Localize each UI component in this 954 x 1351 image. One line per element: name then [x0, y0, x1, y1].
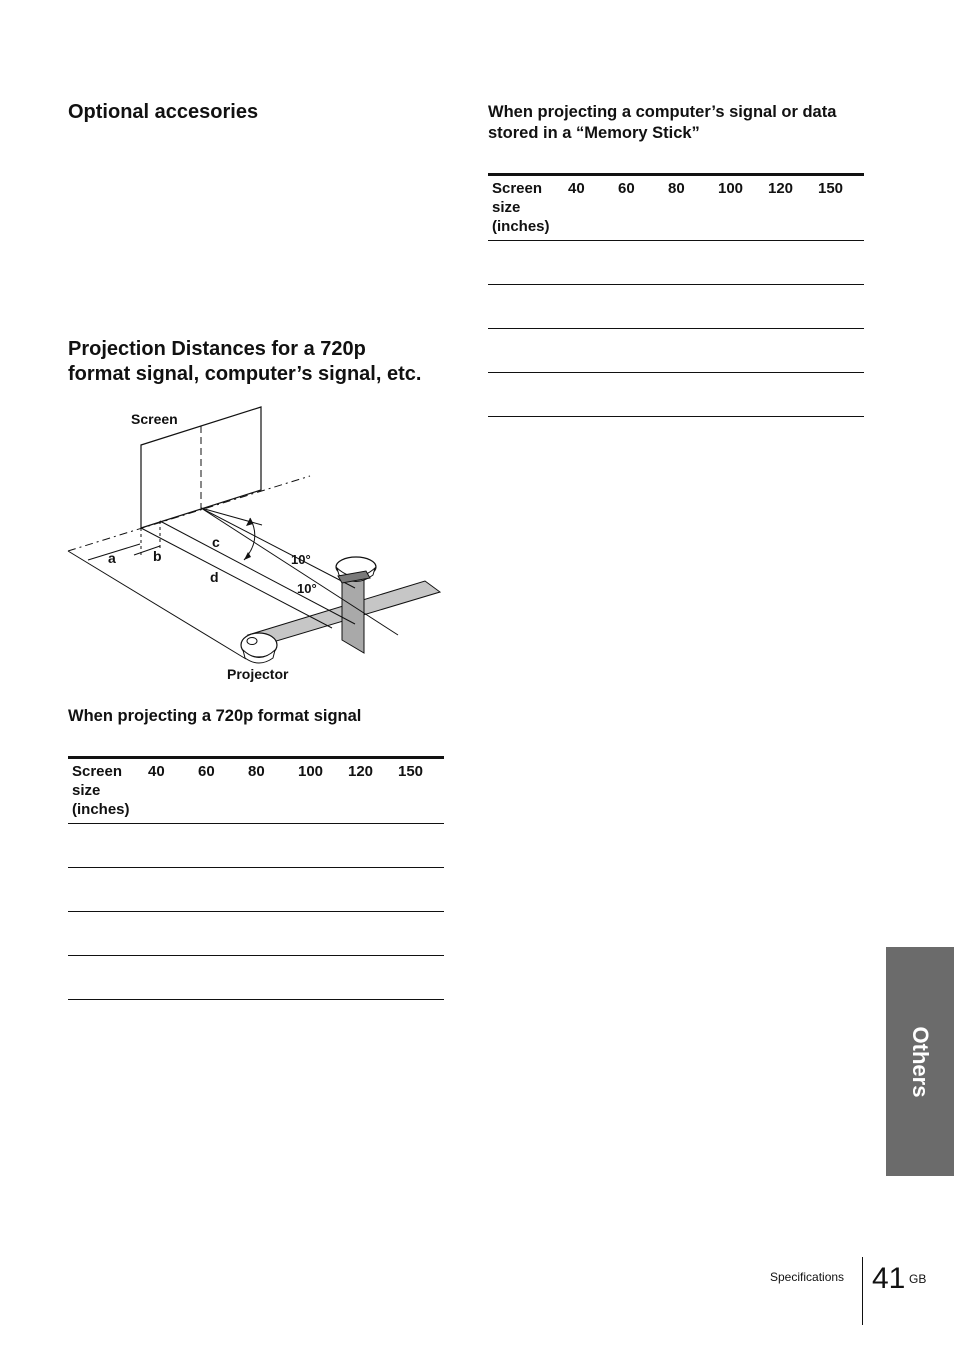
projector-bottom-icon	[241, 633, 277, 663]
header-line: size	[72, 782, 101, 799]
page-number: 41	[872, 1262, 906, 1295]
header-line: (inches)	[492, 218, 550, 235]
projector-top-icon	[336, 557, 376, 583]
table-row	[488, 241, 864, 285]
size-header: 120	[768, 180, 794, 197]
table-computer-heading	[488, 102, 836, 144]
size-header: 80	[668, 180, 685, 197]
size-header: 80	[248, 763, 265, 780]
table-row	[488, 373, 864, 417]
size-header: 100	[298, 763, 324, 780]
size-header: 60	[618, 180, 635, 197]
screen-label: Screen	[131, 411, 178, 427]
projector-label: Projector	[227, 666, 289, 682]
size-header: 150	[818, 180, 844, 197]
page-region-code: GB	[909, 1272, 927, 1286]
projection-diagram	[0, 0, 460, 700]
table-row	[68, 824, 444, 868]
table-computer-heading-line1: When projecting a computer’s signal or data	[488, 103, 837, 121]
table-row	[68, 956, 444, 1000]
table-720p-heading: When projecting a 720p format signal	[68, 707, 362, 725]
size-header: 150	[398, 763, 424, 780]
projection-heading-line2: format signal, computer’s signal, etc.	[68, 363, 422, 385]
table-row	[68, 912, 444, 956]
screen-size-header	[68, 758, 144, 824]
others-tab-label: Others	[908, 1026, 933, 1097]
footer-divider	[862, 1257, 863, 1325]
table-row	[488, 285, 864, 329]
table-row	[68, 868, 444, 912]
angle-top-label: 10°	[291, 552, 311, 567]
dim-line-angle	[201, 508, 355, 588]
size-header: 40	[148, 763, 165, 780]
table-computer-heading-line2: stored in a “Memory Stick”	[488, 124, 700, 142]
angle-bottom-label: 10°	[297, 581, 317, 596]
table-720p	[68, 756, 444, 1000]
label-d: d	[210, 569, 219, 585]
label-c: c	[212, 534, 220, 550]
optional-accessories-heading: Optional accesories	[68, 101, 259, 123]
size-header: 120	[348, 763, 374, 780]
header-line: Screen	[72, 763, 123, 780]
dim-line-up	[201, 508, 262, 525]
label-a: a	[108, 550, 116, 566]
footer-section-name: Specifications	[770, 1270, 845, 1284]
header-line: Screen	[492, 180, 543, 197]
table-header-row	[488, 175, 864, 241]
screen-size-header	[488, 175, 564, 241]
table-row	[488, 329, 864, 373]
header-line: size	[492, 199, 521, 216]
header-line: (inches)	[72, 801, 130, 818]
size-header: 60	[198, 763, 215, 780]
others-side-tab	[886, 947, 954, 1176]
table-computer	[488, 173, 864, 417]
size-header: 40	[568, 180, 585, 197]
label-b: b	[153, 548, 162, 564]
table-header-row	[68, 758, 444, 824]
dim-line-outer	[68, 551, 246, 659]
projection-heading-line1: Projection Distances for a 720p	[68, 338, 366, 360]
size-header: 100	[718, 180, 744, 197]
